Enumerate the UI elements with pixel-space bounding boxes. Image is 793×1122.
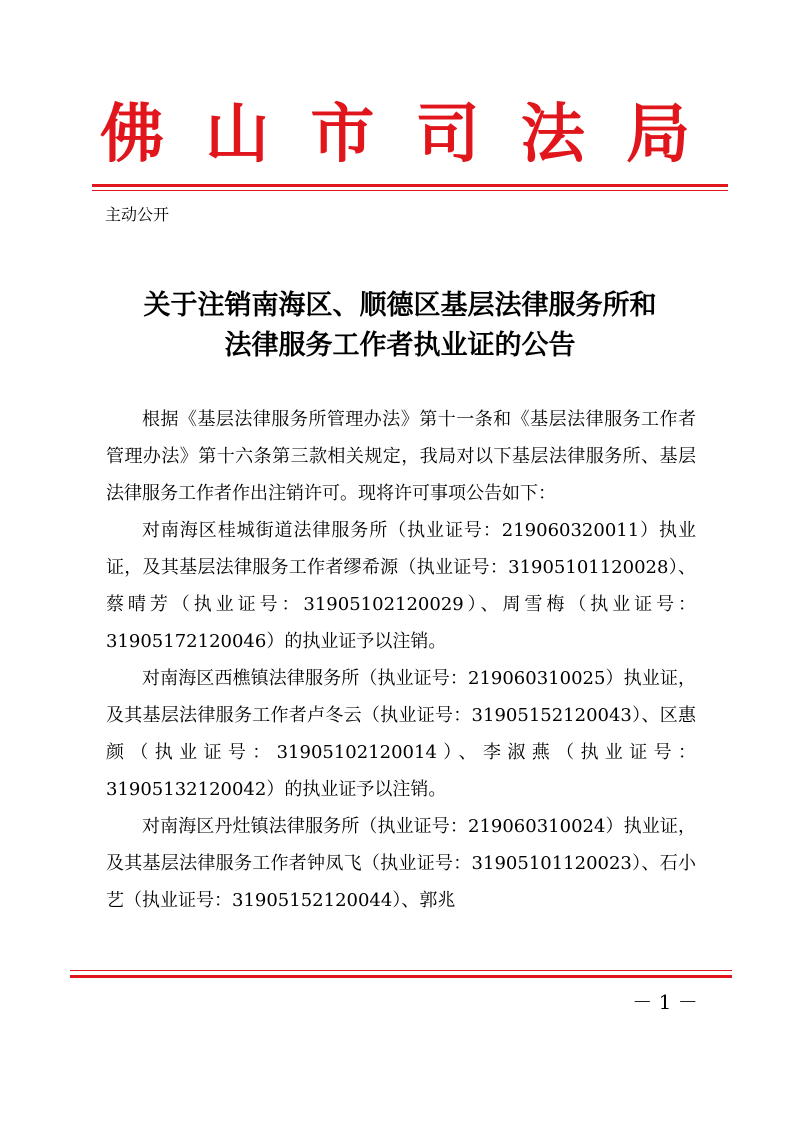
- masthead-char: 佛: [100, 97, 164, 172]
- document-title: [80, 286, 720, 366]
- header-rule-thick: [92, 184, 728, 187]
- header-rule-thin: [92, 190, 728, 191]
- footer-rule-thick: [70, 975, 732, 978]
- title-line-1: 关于注销南海区、顺德区基层法律服务所和: [143, 290, 657, 321]
- body-paragraph: 对南海区西樵镇法律服务所（执业证号：219060310025）执业证，及其基层法律服务工作者卢冬云（执业证号：31905152120043）、区惠颜（执业证号：31905102120014）、李淑燕（执业证号：31905132120042）的执业证予以注销。: [106, 668, 696, 800]
- masthead-char: 市: [310, 97, 375, 172]
- masthead-char: 山: [205, 97, 270, 172]
- disclosure-label: 主动公开: [105, 205, 170, 224]
- body-paragraph: 根据《基层法律服务所管理办法》第十一条和《基层法律服务工作者管理办法》第十六条第三款相关规定，我局对以下基层法律服务所、基层法律服务工作者作出注销许可。现将许可事项公告如下：: [106, 409, 696, 504]
- masthead-char: 司: [415, 97, 480, 172]
- page-number: － 1 －: [632, 990, 698, 1014]
- agency-masthead: [100, 95, 690, 175]
- title-line-2: 法律服务工作者执业证的公告: [224, 330, 576, 361]
- masthead-char: 局: [625, 97, 690, 172]
- document-body: [106, 401, 696, 919]
- body-paragraph: 对南海区桂城街道法律服务所（执业证号：219060320011）执业证，及其基层法律服务工作者缪希源（执业证号：31905101120028）、蔡晴芳（执业证号：31905102120029）、周雪梅（执业证号：31905172120046）的执业证予以注销。: [106, 520, 696, 652]
- masthead-char: 法: [520, 97, 585, 172]
- footer-rule-thin: [70, 970, 732, 971]
- body-paragraph: 对南海区丹灶镇法律服务所（执业证号：219060310024）执业证，及其基层法律服务工作者钟凤飞（执业证号：31905101120023）、石小艺（执业证号：31905152120044）、郭兆: [106, 816, 696, 911]
